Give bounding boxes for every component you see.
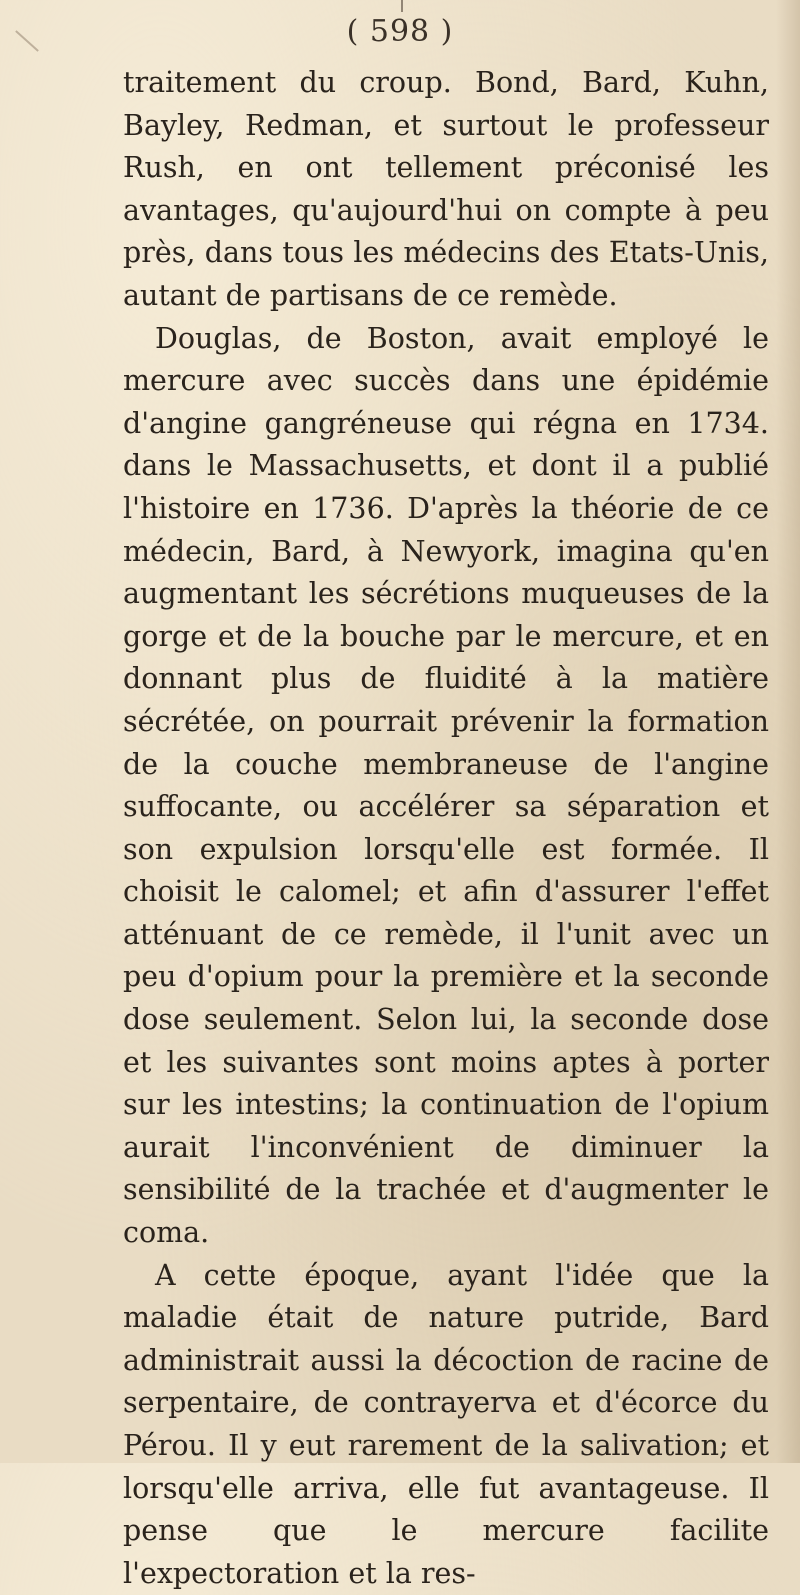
- paragraph-3: A cette époque, ayant l'idée que la maladie était de nature putride, Bard administrait aussi la décoction de racine de serpentaire, de contrayerva et d'écorce du Pérou. Il y eut rarement de la salivation; et lorsqu'elle arriva, elle fut avantageuse. Il pense que le mercure facilite l'expectoration et la res-: [123, 1258, 769, 1590]
- paragraph-1: traitement du croup. Bond, Bard, Kuhn, Bayley, Redman, et surtout le professeur Rush, en ont tellement préconisé les avantages, qu'aujourd'hui on compte à peu près, dans tous les médecins des Etats-Unis, autant de partisans de ce remède.: [123, 66, 769, 312]
- page-edge-shadow: [776, 0, 800, 1463]
- body-text: [123, 62, 769, 1595]
- page-tick-mark: [401, 0, 403, 12]
- page-number: ( 598 ): [346, 14, 454, 49]
- paragraph-2: Douglas, de Boston, avait employé le mercure avec succès dans une épidémie d'angine gangréneuse qui régna en 1734. dans le Massachusetts, et dont il a publié l'histoire en 1736. D'après la théorie de ce médecin, Bard, à Newyork, imagina qu'en augmentant les sécrétions muqueuses de la gorge et de la bouche par le mercure, et en donnant plus de fluidité à la matière sécrétée, on pourrait prévenir la formation de la couche membraneuse de l'angine suffocante, ou accélérer sa séparation et son expulsion lorsqu'elle est formée. Il choisit le calomel; et afin d'assurer l'effet atténuant de ce remède, il l'unit avec un peu d'opium pour la première et la seconde dose seulement. Selon lui, la seconde dose et les suivantes sont moins aptes à porter sur les intestins; la continuation de l'opium aurait l'inconvénient de diminuer la sensibilité de la trachée et d'augmenter le coma.: [123, 321, 769, 1250]
